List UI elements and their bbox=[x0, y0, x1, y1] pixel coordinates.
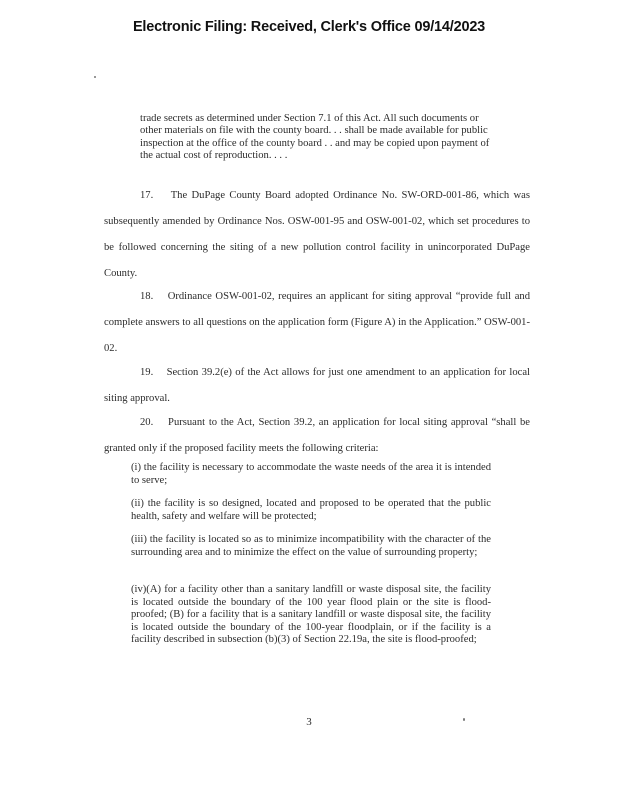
criterion-iii: (iii) the facility is located so as to minimize incompatibility with the character of the surrounding area and to minimize the effect on the value of surrounding property; bbox=[131, 534, 491, 558]
paragraph-text: Pursuant to the Act, Section 39.2, an application for local siting approval “shall be granted only if the proposed facility meets the following criteria: bbox=[104, 417, 531, 454]
paragraph-text: Section 39.2(e) of the Act allows for just one amendment to an application for local siting approval. bbox=[104, 367, 530, 404]
scan-speck bbox=[94, 76, 96, 78]
paragraph-number: 18. bbox=[140, 291, 154, 302]
paragraph-20 bbox=[104, 410, 530, 462]
paragraph-18 bbox=[104, 284, 530, 362]
paragraph-number: 20. bbox=[140, 417, 154, 428]
filing-stamp-header: Electronic Filing: Received, Clerk's Office 09/14/2023 bbox=[132, 19, 486, 35]
paragraph-17 bbox=[104, 183, 530, 287]
criterion-ii: (ii) the facility is so designed, located and proposed to be operated that the public health, safety and welfare will be protected; bbox=[131, 498, 491, 522]
paragraph-text: Ordinance OSW-001-02, requires an applicant for siting approval “provide full and complete answers to all questions on the application form (Figure A) in the Application.” OSW-001-02. bbox=[104, 291, 530, 354]
quoted-statute-text: trade secrets as determined under Section 7.1 of this Act. All such documents or other materials on file with the county board. . . shall be made available for public inspection at the office of the county board . . and may be copied upon payment of the actual cost of reproduction. . . . bbox=[140, 113, 490, 162]
paragraph-number: 19. bbox=[140, 367, 154, 378]
paragraph-19 bbox=[104, 360, 530, 412]
criterion-iv: (iv)(A) for a facility other than a sanitary landfill or waste disposal site, the facility is located outside the boundary of the 100 year flood plain or the site is flood-proofed; (B) for a facility that is a sanitary landfill or waste disposal site, the facility is located outside the boundary of the 100-year floodplain, or if the facility is a facility described in subsection (b)(3) of Section 22.19a, the site is flood-proofed; bbox=[131, 584, 491, 646]
paragraph-number: 17. bbox=[140, 190, 154, 201]
paragraph-text: The DuPage County Board adopted Ordinance No. SW-ORD-001-86, which was subsequently amended by Ordinance Nos. OSW-001-95 and OSW-001-02, which set procedures to be followed concerning the siting of a new pollution control facility in unincorporated DuPage County. bbox=[104, 190, 531, 279]
criterion-i: (i) the facility is necessary to accommodate the waste needs of the area it is intended to serve; bbox=[131, 462, 491, 486]
page-number: 3 bbox=[306, 716, 312, 728]
